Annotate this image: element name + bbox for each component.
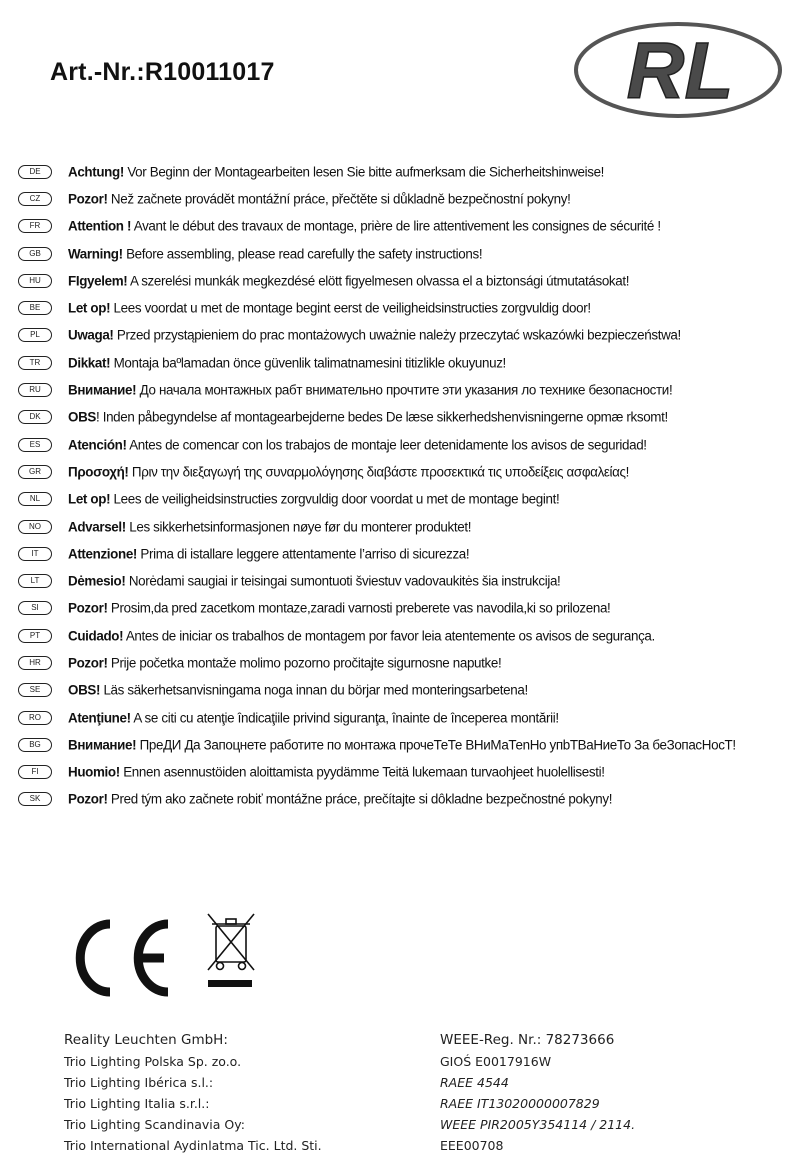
warning-row	[18, 704, 798, 731]
warning-text	[68, 792, 612, 807]
warning-row	[18, 649, 798, 676]
registration-number: WEEE-Reg. Nr.: 78273666	[440, 1032, 615, 1048]
footer-row	[64, 1051, 764, 1072]
company-name: Trio International Aydinlatma Tic. Ltd. Sti.	[64, 1138, 322, 1153]
registration-number: RAEE IT13020000007829	[440, 1096, 600, 1111]
warning-row	[18, 431, 798, 458]
warning-label: Huomio!	[68, 764, 120, 780]
warning-row	[18, 786, 798, 813]
warning-label: Внимание!	[68, 737, 137, 753]
warning-row	[18, 458, 798, 485]
warning-body: Les sikkerhetsinformasjonen nøye før du monterer produktet!	[125, 519, 472, 534]
warning-body: Prosim,da pred zacetkom montaze,zaradi varnosti preberete vas navodila,ki so prilozena!	[107, 600, 611, 616]
language-code-badge: DE	[18, 165, 52, 179]
warning-row	[18, 595, 798, 622]
warning-text	[68, 628, 655, 643]
warning-label: FIgyelem!	[68, 273, 128, 289]
company-registry-footer	[64, 1029, 764, 1156]
language-code-badge: TR	[18, 356, 52, 370]
language-code-badge: NO	[18, 520, 52, 534]
warning-body: Läs säkerhetsanvisningama noga innan du börjar med monteringsarbetena!	[100, 682, 528, 698]
warning-label: OBS	[68, 409, 96, 425]
warning-label: Cuidado!	[68, 628, 124, 644]
language-code-badge: SK	[18, 792, 52, 806]
warning-row	[18, 731, 798, 758]
warning-body: Lees voordat u met de montage begint eerst de veiligheidsinstructies zorgvuldig door!	[110, 300, 591, 316]
warning-label: Pozor!	[68, 600, 108, 616]
warning-body: Before assembling, please read carefully the safety instructions!	[122, 246, 483, 262]
footer-row	[64, 1072, 764, 1093]
ce-mark-icon	[80, 924, 168, 992]
warning-body: Prima di istallare leggere attentamente l’arriso di sicurezza!	[137, 546, 470, 562]
warning-row	[18, 404, 798, 431]
warning-body: Przed przystąpieniem do prac montażowych uważnie należy przeczytać wskazówki bezpieczeństwa!	[113, 327, 681, 343]
warning-body: Avant le début des travaux de montage, prière de lire attentivement les consignes de sécurité !	[131, 218, 661, 234]
footer-row	[64, 1135, 764, 1156]
warning-row	[18, 267, 798, 294]
language-code-badge: GB	[18, 247, 52, 261]
warning-body: Montaja baºlamadan önce güvenlik talimatnamesini titizlikle okuyunuz!	[110, 355, 506, 371]
warning-label: Atenţiune!	[68, 710, 131, 726]
warning-body: Norėdami saugiai ir teisingai sumontuoti šviestuv vadovaukitės šia instrukcija!	[125, 573, 561, 589]
warning-body: ПреДИ Да Запоцнете работите по монтажа прочеТеТе ВНиМаТеnНо упbТВаНиеТо За беЗопасНосТ!	[136, 737, 736, 753]
warning-text	[68, 464, 629, 479]
language-code-badge: HR	[18, 656, 52, 670]
language-code-badge: DK	[18, 410, 52, 424]
warning-body: ! Inden påbegyndelse af montagearbejderne bedes De læse sikkerhedshenvisningerne opmæ rksomt!	[95, 409, 668, 425]
warning-row	[18, 540, 798, 567]
warning-body: Prije početka montaže molimo pozorno pročitajte sigurnosne naputke!	[107, 655, 502, 671]
company-name: Trio Lighting Polska Sp. zo.o.	[64, 1054, 242, 1069]
warning-text	[68, 655, 501, 670]
warning-text	[68, 164, 604, 179]
warning-text	[68, 765, 605, 780]
warning-text	[68, 519, 471, 534]
language-code-badge: BE	[18, 301, 52, 315]
warning-body: Πριν την διεξαγωγή της συναρμολόγησης διαβάστε προσεκτικά τις υποδείξεις ασφαλείας!	[128, 464, 630, 480]
company-name: Trio Lighting Ibérica s.l.:	[64, 1075, 214, 1090]
warning-row	[18, 376, 798, 403]
warning-body: Antes de iniciar os trabalhos de montagem por favor leia atentemente os avisos de segurança.	[123, 628, 655, 644]
warning-text	[68, 273, 629, 288]
warning-row	[18, 213, 798, 240]
warning-row	[18, 567, 798, 594]
warning-label: Achtung!	[68, 164, 124, 180]
safety-warnings-list	[18, 158, 798, 813]
warning-text	[68, 383, 672, 398]
warning-text	[68, 301, 591, 316]
warning-row	[18, 294, 798, 321]
footer-row	[64, 1029, 764, 1051]
warning-row	[18, 759, 798, 786]
company-name: Reality Leuchten GmbH:	[64, 1032, 228, 1048]
warning-label: Dikkat!	[68, 355, 111, 371]
registration-number: WEEE PIR2005Y354114 / 2114.	[440, 1117, 636, 1132]
warning-row	[18, 240, 798, 267]
warning-row	[18, 677, 798, 704]
warning-label: Let op!	[68, 300, 111, 316]
warning-label: Προσοχή!	[68, 464, 129, 480]
language-code-badge: ES	[18, 438, 52, 452]
language-code-badge: SE	[18, 683, 52, 697]
warning-text	[68, 355, 506, 370]
warning-text	[68, 191, 570, 206]
warning-text	[68, 737, 736, 752]
language-code-badge: BG	[18, 738, 52, 752]
warning-label: Attenzione!	[68, 546, 138, 562]
warning-text	[68, 328, 681, 343]
footer-row	[64, 1093, 764, 1114]
warning-label: Pozor!	[68, 191, 108, 207]
crossed-out-wheelie-bin-icon	[208, 914, 254, 987]
warning-body: A szerelési munkák megkezdésé elött figyelmesen olvassa el a biztonsági útmutatásokat!	[127, 273, 630, 289]
warning-label: Dėmesio!	[68, 573, 126, 589]
warning-text	[68, 219, 661, 234]
warning-text	[68, 601, 610, 616]
warning-text	[68, 574, 560, 589]
warning-row	[18, 185, 798, 212]
warning-body: Pred tým ako začnete robiť montážne práce, prečítajte si dôkladne bezpečnostné pokyny!	[107, 791, 613, 807]
language-code-badge: SI	[18, 601, 52, 615]
footer-row	[64, 1114, 764, 1135]
warning-body: Vor Beginn der Montagearbeiten lesen Sie bitte aufmerksam die Sicherheitshinweise!	[123, 164, 605, 180]
warning-label: Warning!	[68, 246, 123, 262]
warning-body: A se citi cu atenţie îndicaţiile privind siguranţa, înainte de începerea montării!	[130, 710, 559, 726]
company-name: Trio Lighting Italia s.r.l.:	[64, 1096, 210, 1111]
language-code-badge: GR	[18, 465, 52, 479]
compliance-marks	[68, 908, 268, 1004]
warning-label: Attention !	[68, 218, 132, 234]
warning-text	[68, 492, 559, 507]
language-code-badge: RU	[18, 383, 52, 397]
warning-label: Внимание!	[68, 382, 137, 398]
warning-body: Než začnete provádět montážní práce, přečtěte si důkladně bezpečnostní pokyny!	[107, 191, 571, 207]
logo-text: RL	[626, 26, 734, 115]
warning-text	[68, 710, 559, 725]
article-number-title: Art.-Nr.:R10011017	[50, 58, 275, 86]
warning-label: OBS!	[68, 682, 101, 698]
warning-body: До начала монтажных рабт внимательно прочтите эти указания ло технике безопасности!	[136, 382, 673, 398]
warning-row	[18, 158, 798, 185]
language-code-badge: CZ	[18, 192, 52, 206]
warning-text	[68, 546, 469, 561]
warning-body: Lees de veiligheidsinstructies zorgvuldig door voordat u met de montage begint!	[110, 491, 560, 507]
warning-text	[68, 410, 668, 425]
language-code-badge: PT	[18, 629, 52, 643]
warning-row	[18, 349, 798, 376]
warning-row	[18, 322, 798, 349]
language-code-badge: FR	[18, 219, 52, 233]
language-code-badge: PL	[18, 328, 52, 342]
warning-label: Atención!	[68, 437, 127, 453]
language-code-badge: LT	[18, 574, 52, 588]
warning-body: Ennen asennustöiden aloittamista pyydämme Teitä lukemaan turvaohjeet huolellisesti!	[119, 764, 605, 780]
language-code-badge: IT	[18, 547, 52, 561]
language-code-badge: RO	[18, 711, 52, 725]
language-code-badge: HU	[18, 274, 52, 288]
warning-label: Pozor!	[68, 655, 108, 671]
company-name: Trio Lighting Scandinavia Oy:	[64, 1117, 245, 1132]
warning-text	[68, 437, 647, 452]
warning-text	[68, 246, 482, 261]
warning-text	[68, 683, 528, 698]
warning-row	[18, 622, 798, 649]
language-code-badge: NL	[18, 492, 52, 506]
language-code-badge: FI	[18, 765, 52, 779]
warning-row	[18, 486, 798, 513]
warning-body: Antes de comencar con los trabajos de montaje leer detenidamente los avisos de seguridad!	[126, 437, 647, 453]
warning-label: Uwaga!	[68, 327, 114, 343]
warning-row	[18, 513, 798, 540]
registration-number: RAEE 4544	[440, 1075, 509, 1090]
warning-label: Let op!	[68, 491, 111, 507]
rl-logo-icon	[572, 18, 784, 122]
warning-label: Advarsel!	[68, 519, 126, 534]
warning-label: Pozor!	[68, 791, 108, 807]
registration-number: GIOŚ E0017916W	[440, 1054, 552, 1069]
registration-number: EEE00708	[440, 1138, 504, 1153]
